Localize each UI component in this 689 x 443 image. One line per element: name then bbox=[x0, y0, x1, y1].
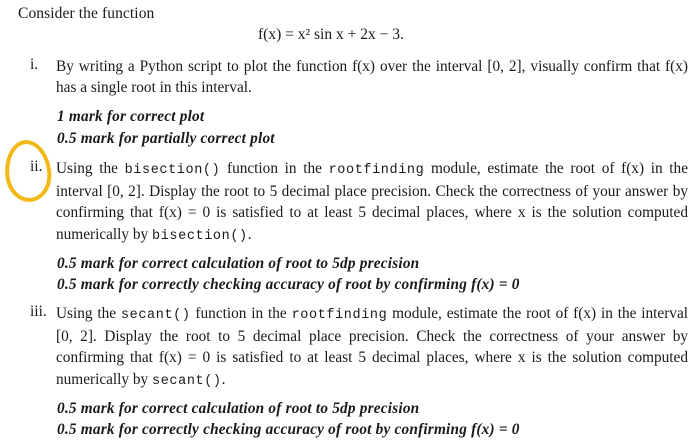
code-function-name: bisection() bbox=[152, 228, 248, 244]
mark-line: 0.5 mark for correct calculation of root to 5dp precision bbox=[57, 400, 420, 417]
mark-line: 0.5 mark for correct calculation of root to 5dp precision bbox=[57, 255, 420, 272]
intro-text: Consider the function bbox=[18, 5, 155, 22]
mark-line: 0.5 mark for partially correct plot bbox=[57, 130, 275, 147]
item-text-part: Using the bbox=[56, 305, 121, 322]
item-text-part: module, estimate the root of f(x) in the interval [0, 2]. Display the root to 5 decimal place precision. Check the correctness of your answer by confirming that f(x) = 0 is satisfied to at least 5 decimal places, where x is the solution computed numerically by bbox=[56, 160, 688, 243]
mark-line: 1 mark for correct plot bbox=[57, 108, 205, 125]
item-text-part: By writing a Python script to plot the function f(x) over the interval [0, 2], visually confirm that f(x) has a single root in this interval. bbox=[56, 58, 688, 97]
highlight-circle-annotation bbox=[2, 138, 54, 204]
item-numeral: ii. bbox=[30, 158, 43, 175]
item-text-part: . bbox=[221, 370, 226, 388]
code-function-name: secant() bbox=[120, 308, 191, 323]
code-module-name: rootfinding bbox=[291, 308, 388, 323]
item-text-part: Using the bbox=[56, 160, 125, 177]
item-numeral: i. bbox=[30, 56, 39, 73]
code-function-name: secant() bbox=[152, 373, 222, 389]
code-module-name: rootfinding bbox=[328, 163, 425, 178]
function-formula bbox=[258, 26, 404, 44]
code-function-name: bisection() bbox=[124, 163, 221, 178]
item-text-part: module, estimate the root of f(x) in the interval [0, 2]. Display the root to 5 decimal place precision. Check the correctness of your answer by confirming that f(x) = 0 is satisfied to at least 5 decimal places, where x is the solution computed numerically by bbox=[56, 305, 688, 388]
item-text bbox=[56, 158, 688, 247]
mark-line: 0.5 mark for correctly checking accuracy of root by confirming f(x) = 0 bbox=[57, 276, 520, 293]
formula-text: f(x) = x² sin x + 2x − 3. bbox=[258, 26, 404, 43]
item-text-part: function in the bbox=[190, 305, 292, 322]
item-text bbox=[56, 56, 688, 98]
item-text-part: . bbox=[247, 225, 252, 243]
item-text-part: function in the bbox=[220, 160, 329, 177]
item-text bbox=[56, 303, 688, 392]
mark-line: 0.5 mark for correctly checking accuracy of root by confirming f(x) = 0 bbox=[57, 421, 520, 438]
item-numeral: iii. bbox=[30, 303, 47, 320]
